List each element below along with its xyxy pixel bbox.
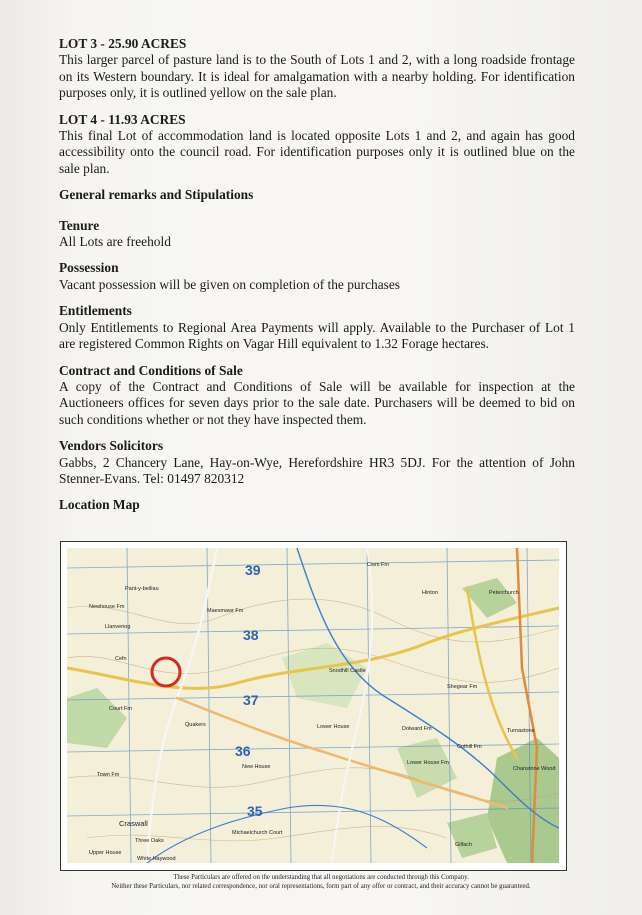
tenure-text: All Lots are freehold <box>59 234 171 250</box>
possession-heading: Possession <box>59 260 119 276</box>
footer-line-1: These Particulars are offered on the understanding that all negotiations are conducted through this Company. <box>173 874 469 881</box>
grid-label-39: 39 <box>245 562 261 578</box>
grid-label-35: 35 <box>247 803 263 819</box>
place-label: Quakers <box>185 722 206 728</box>
place-label: Lower House Fm <box>407 760 449 766</box>
lot4-heading: LOT 4 - 11.93 ACRES <box>59 111 186 127</box>
general-heading: General remarks and Stipulations <box>59 187 254 203</box>
place-label: Maesmawr Fm <box>207 608 244 614</box>
place-label: Dolward Fm <box>402 726 432 732</box>
place-label: Snodhill Castle <box>329 668 366 674</box>
place-label: Llanvenog <box>105 624 131 630</box>
solicitors-heading: Vendors Solicitors <box>59 438 164 454</box>
map-drawing <box>67 548 559 863</box>
lot4-text: This final Lot of accommodation land is located opposite Lots 1 and 2, and again has good accessibility onto the council road. For identification purposes only it is outlined blue on the sale plan. <box>59 128 575 176</box>
possession-section <box>59 260 575 293</box>
place-label: Craswall <box>119 819 148 828</box>
lot4-section <box>59 112 575 178</box>
place-label: Pant-y-beiliau <box>125 586 159 592</box>
place-label: Town Fm <box>97 772 120 778</box>
place-label: Chanstone Wood <box>513 766 556 772</box>
general-section <box>59 187 575 203</box>
tenure-section <box>59 218 575 251</box>
lot3-heading: LOT 3 - 25.90 ACRES <box>59 36 187 51</box>
location-map-heading: Location Map <box>59 497 140 513</box>
place-label: White Haywood <box>137 856 176 862</box>
place-label: Shegear Fm <box>447 684 478 690</box>
document-body <box>59 36 575 514</box>
place-label: Peterchurch <box>489 590 519 596</box>
place-label: Newhouse Fm <box>89 604 125 610</box>
entitlements-text: Only Entitlements to Regional Area Payments will apply. Available to the Purchaser of Lot 1 are registered Common Rights on Vagar Hill equivalent to 1.32 Forage hectares. <box>59 319 575 352</box>
solicitors-text: Gabbs, 2 Chancery Lane, Hay-on-Wye, Herefordshire HR3 5DJ. For the attention of John Stenner-Evans. Tel: 01497 820312 <box>59 454 575 486</box>
place-label: Michaelchurch Court <box>232 830 283 836</box>
entitlements-heading: Entitlements <box>59 303 132 319</box>
footer-line-2: Neither these Particulars, nor related correspondence, nor oral representations, form part of any offer or contract, and their accuracy cannot be guaranteed. <box>111 883 531 890</box>
place-label: Cothill Fm <box>457 744 482 750</box>
place-label: Gilfach <box>455 842 473 848</box>
grid-label-37: 37 <box>243 692 259 708</box>
contract-heading: Contract and Conditions of Sale <box>59 362 243 378</box>
map-image <box>67 548 559 863</box>
place-label: Lower House <box>317 724 350 730</box>
contract-section <box>59 363 575 429</box>
place-label: Upper House <box>89 850 122 856</box>
place-label: Turnastone <box>507 728 535 734</box>
place-label: Cwm Fm <box>367 562 389 568</box>
entitlements-section <box>59 303 575 352</box>
footer-disclaimer <box>0 873 642 891</box>
possession-text: Vacant possession will be given on completion of the purchases <box>59 276 401 292</box>
tenure-heading: Tenure <box>59 217 100 233</box>
place-label: Hinton <box>422 590 438 596</box>
lot3-section <box>59 36 575 102</box>
grid-label-36: 36 <box>235 743 251 759</box>
place-label: New House <box>242 764 271 770</box>
place-label: Cefn <box>115 656 127 662</box>
place-label: Three Oaks <box>135 838 164 844</box>
contract-text: A copy of the Contract and Conditions of Sale will be available for inspection at the Auctioneers offices for seven days prior to the sale date. Purchasers will be deemed to bid on such conditions whether or not they have inspected them. <box>59 378 575 427</box>
location-map <box>60 541 567 871</box>
lot3-text: This larger parcel of pasture land is to the South of Lots 1 and 2, with a long roadside frontage on its Western boundary. It is ideal for amalgamation with a nearby holding. For identification purposes only, it is outlined yellow on the sale plan. <box>59 52 575 101</box>
grid-label-38: 38 <box>243 627 259 643</box>
solicitors-section <box>59 438 575 487</box>
place-label: Court Fm <box>109 706 132 712</box>
